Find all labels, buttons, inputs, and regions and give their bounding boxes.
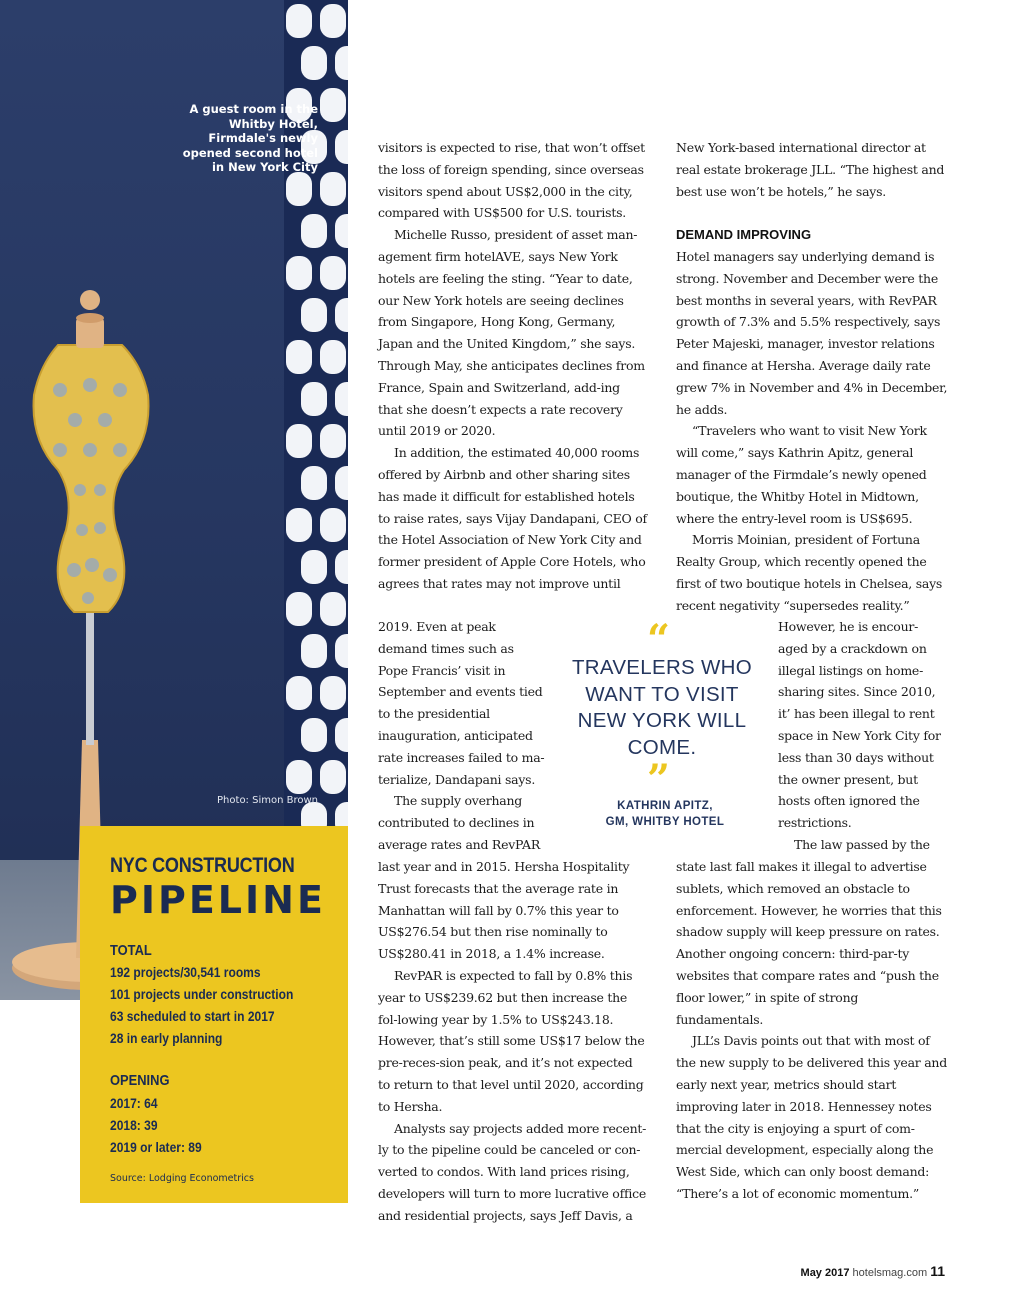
article-column-1-bottom	[378, 856, 648, 1227]
sidebar-title-line1: NYC CONSTRUCTION	[110, 854, 295, 877]
photo-caption: A guest room in the Whitby Hotel, Firmdale's newly opened second hotel in New York City	[182, 102, 318, 175]
total-item: 28 in early planning	[110, 1030, 223, 1046]
opening-item: 2018: 39	[110, 1117, 158, 1133]
paragraph: JLL’s Davis points out that with most of the new supply to be delivered this year and early next year, metrics should start improving later in 2018. Hennessey notes that the city is enjoying a spurt of com-mercial development, especially along the West Side, which can only boost demand: “There’s a lot of economic momentum.”	[676, 1033, 947, 1201]
article-column-2	[676, 137, 948, 617]
close-quote-mark: ”	[647, 756, 671, 803]
sidebar-source: Source: Lodging Econometrics	[110, 1173, 254, 1184]
total-heading: TOTAL	[110, 942, 152, 959]
paragraph: Analysts say projects added more recent-ly to the pipeline could be canceled or con-verted to condos. With land prices rising, developers will turn to more lucrative office and residential projects, says Jeff Davis, a	[378, 1120, 647, 1223]
opening-item: 2019 or later: 89	[110, 1139, 202, 1155]
sidebar-title-line2: PIPELINE	[110, 878, 326, 922]
paragraph: Michelle Russo, president of asset man-agement firm hotelAVE, says New York hotels are feeling the sting. “Year to date, our New York hotels are seeing declines from Singapore, Hong Kong, Germany, Japan and the United Kingdom,” she says. Through May, she anticipates declines from France, Spain and Switzerland, add-ing that she doesn’t expects a rate recovery until 2019 or 2020.	[378, 227, 645, 439]
paragraph: last year and in 2015. Hersha Hospitality Trust forecasts that the average rate in Manhattan will fall by 0.7% this year to US$276.54 but then rise nominally to US$280.41 in 2018, a 1.4% increase.	[378, 859, 630, 962]
paragraph: However, he is encour-aged by a crackdown on illegal listings on home-sharing sites. Since 2010, it’ has been illegal to rent space in New York City for less than 30 days without the owner present, but hosts often ignored the restrictions.	[778, 619, 941, 831]
photo-credit: Photo: Simon Brown	[217, 795, 318, 806]
article-column-2-narrow	[778, 616, 946, 856]
paragraph: New York-based international director at real estate brokerage JLL. “The highest and best use won’t be hotels,” he says.	[676, 140, 945, 199]
attribution-title: GM, WHITBY HOTEL	[605, 816, 725, 828]
attribution-name: KATHRIN APITZ,	[617, 800, 713, 812]
total-item: 192 projects/30,541 rooms	[110, 964, 261, 980]
section-subhead: DEMAND IMPROVING	[676, 227, 812, 243]
paragraph: The supply overhang contributed to declines in average rates and RevPAR	[378, 793, 540, 852]
paragraph: “Travelers who want to visit New York will come,” says Kathrin Apitz, general manager of the Firmdale’s newly opened boutique, the Whitby Hotel in Midtown, where the entry-level room is US$695.	[676, 423, 927, 526]
opening-heading: OPENING	[110, 1072, 170, 1089]
pipeline-sidebar	[80, 826, 348, 1203]
article-column-2-bottom	[676, 856, 948, 1205]
issue-date: May 2017	[800, 1267, 850, 1279]
pull-quote-attribution	[580, 798, 750, 830]
paragraph: Morris Moinian, president of Fortuna Realty Group, which recently opened the first of two boutique hotels in Chelsea, says recent negativity “supersedes reality.”	[676, 532, 943, 613]
opening-item: 2017: 64	[110, 1095, 158, 1111]
total-item: 101 projects under construction	[110, 986, 294, 1002]
article-column-1	[378, 137, 648, 595]
pull-quote: TRAVELERS WHO WANT TO VISIT NEW YORK WILL COME.	[571, 656, 753, 759]
paragraph: Hotel managers say underlying demand is strong. November and December were the best months in several years, with RevPAR growth of 7.3% and 5.5% respectively, says Peter Majeski, manager, investor relations and finance at Hersha. Average daily rate grew 7% in November and 4% in December, he adds.	[676, 248, 948, 417]
paragraph: RevPAR is expected to fall by 0.8% this year to US$239.62 but then increase the fol-lowing year by 1.5% to US$243.18. However, that’s still some US$17 below the pre-reces-sion peak, and it’s not expected to return to that level until 2020, according to Hersha.	[378, 967, 645, 1114]
paragraph: state last fall makes it illegal to advertise sublets, which removed an obstacle to enforcement. However, he worries that this shadow supply will keep pressure on rates. Another ongoing concern: third-par-ty websites that compare rates and “push the floor lower,” in spite of strong fundamentals.	[676, 859, 942, 1027]
paragraph: In addition, the estimated 40,000 rooms offered by Airbnb and other sharing sites has made it difficult for established hotels to raise rates, says Vijay Dandapani, CEO of the Hotel Association of New York City and former president of Apple Core Hotels, who agrees that rates may not improve until	[378, 445, 647, 591]
open-quote-mark: “	[647, 616, 671, 663]
page-number: 11	[930, 1263, 945, 1279]
paragraph: The law passed by the	[794, 836, 930, 852]
paragraph: 2019. Even at peak demand times such as Pope Francis’ visit in September and events tied to the presidential inauguration, anticipated rate increases failed to ma-terialize, Dandapani says.	[378, 619, 545, 787]
website: hotelsmag.com	[852, 1267, 928, 1279]
article-column-1-narrow	[378, 616, 546, 856]
paragraph: visitors is expected to rise, that won’t offset the loss of foreign spending, since overseas visitors spend about US$2,000 in the city, compared with US$500 for U.S. tourists.	[378, 140, 645, 221]
total-item: 63 scheduled to start in 2017	[110, 1008, 275, 1024]
page-footer	[801, 1263, 945, 1279]
